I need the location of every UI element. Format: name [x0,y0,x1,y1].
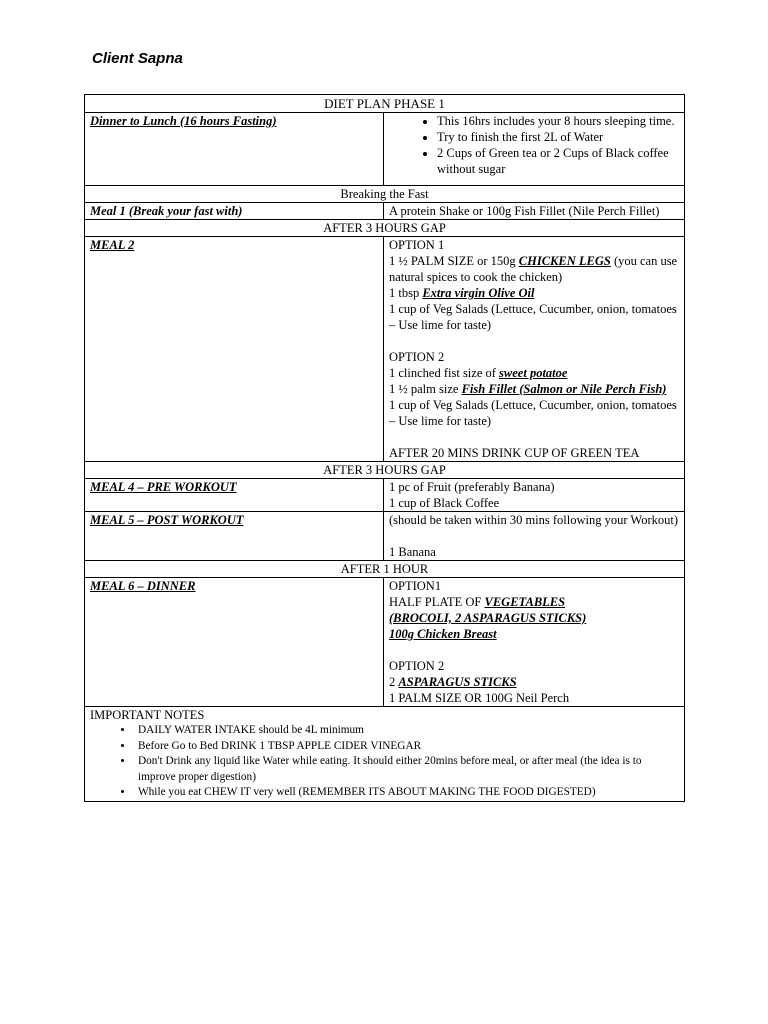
option-label: OPTION 2 [389,350,445,364]
notes-list [90,723,679,801]
gap2-row [85,462,685,479]
food-highlight: Extra virgin Olive Oil [422,286,535,300]
food-highlight: ASPARAGUS STICKS [398,675,517,689]
meal2-line: 1 ½ PALM SIZE or 150g CHICKEN LEGS (you can use natural spices to cook the chicken) [389,254,678,284]
meal6-line: 2 ASPARAGUS STICKS [389,675,517,689]
meal4-line: 1 cup of Black Coffee [389,496,500,510]
plan-title: DIET PLAN PHASE 1 [85,95,685,113]
diet-plan-table [84,94,685,802]
meal2-row [85,237,685,462]
breaking-fast-heading: Breaking the Fast [85,186,685,203]
meal5-line: (should be taken within 30 mins following your Workout) [389,513,679,527]
gap-heading: AFTER 3 HOURS GAP [85,462,685,479]
meal6-label: MEAL 6 – DINNER [90,579,196,593]
meal1-row [85,203,685,220]
meal2-line: 1 ½ palm size Fish Fillet (Salmon or Nile Perch Fish) [389,382,667,396]
fasting-bullet: • Try to finish the first 2L of Water [437,129,679,145]
fasting-bullet: • 2 Cups of Green tea or 2 Cups of Black coffee without sugar [437,145,679,177]
note-item: • Before Go to Bed DRINK 1 TBSP APPLE CIDER VINEGAR [134,739,679,755]
gap-heading: AFTER 3 HOURS GAP [85,220,685,237]
note-item: • Don't Drink any liquid like Water while eating. It should either 20mins before meal, or after meal (the idea is to improve proper digestion) [134,754,679,785]
option-label: OPTION1 [389,579,442,593]
fasting-bullets [389,113,679,177]
meal6-line: HALF PLATE OF VEGETABLES [389,595,566,609]
breaking-row [85,186,685,203]
title-row [85,95,685,113]
meal6-line: (BROCOLI, 2 ASPARAGUS STICKS) [389,611,587,625]
meal2-line: 1 cup of Veg Salads (Lettuce, Cucumber, onion, tomatoes – Use lime for taste) [389,398,677,428]
note-item: • DAILY WATER INTAKE should be 4L minimum [134,723,679,739]
meal4-label: MEAL 4 – PRE WORKOUT [90,480,237,494]
notes-title: IMPORTANT NOTES [90,708,205,722]
fasting-bullet: • This 16hrs includes your 8 hours sleeping time. [437,113,679,129]
meal1-label: Meal 1 (Break your fast with) [90,204,243,218]
option-label: OPTION 2 [389,659,445,673]
meal5-row [85,512,685,561]
food-highlight: Fish Fillet (Salmon or Nile Perch Fish) [461,382,667,396]
food-highlight: CHICKEN LEGS [518,254,611,268]
food-highlight: sweet potatoe [499,366,568,380]
gap1-row [85,220,685,237]
fasting-row [85,113,685,186]
meal6-line: 1 PALM SIZE OR 100G Neil Perch [389,691,570,705]
food-highlight: VEGETABLES [484,595,566,609]
fasting-label: Dinner to Lunch (16 hours Fasting) [90,114,277,128]
meal2-line: AFTER 20 MINS DRINK CUP OF GREEN TEA [389,446,640,460]
meal5-line: 1 Banana [389,545,436,559]
gap3-row [85,561,685,578]
meal2-line: 1 tbsp Extra virgin Olive Oil [389,286,535,300]
meal4-line: 1 pc of Fruit (preferably Banana) [389,480,555,494]
meal4-row [85,479,685,512]
meal2-label: MEAL 2 [90,238,135,252]
meal2-line: 1 clinched fist size of sweet potatoe [389,366,568,380]
notes-row [85,707,685,802]
client-name: Client Sapna [92,50,183,67]
meal2-line: 1 cup of Veg Salads (Lettuce, Cucumber, onion, tomatoes – Use lime for taste) [389,302,677,332]
meal5-label: MEAL 5 – POST WORKOUT [90,513,244,527]
meal1-text: A protein Shake or 100g Fish Fillet (Nile Perch Fillet) [384,203,685,220]
note-item: • While you eat CHEW IT very well (REMEMBER ITS ABOUT MAKING THE FOOD DIGESTED) [134,785,679,801]
meal6-row [85,578,685,707]
option-label: OPTION 1 [389,238,445,252]
gap-heading: AFTER 1 HOUR [85,561,685,578]
meal6-line: 100g Chicken Breast [389,627,497,641]
